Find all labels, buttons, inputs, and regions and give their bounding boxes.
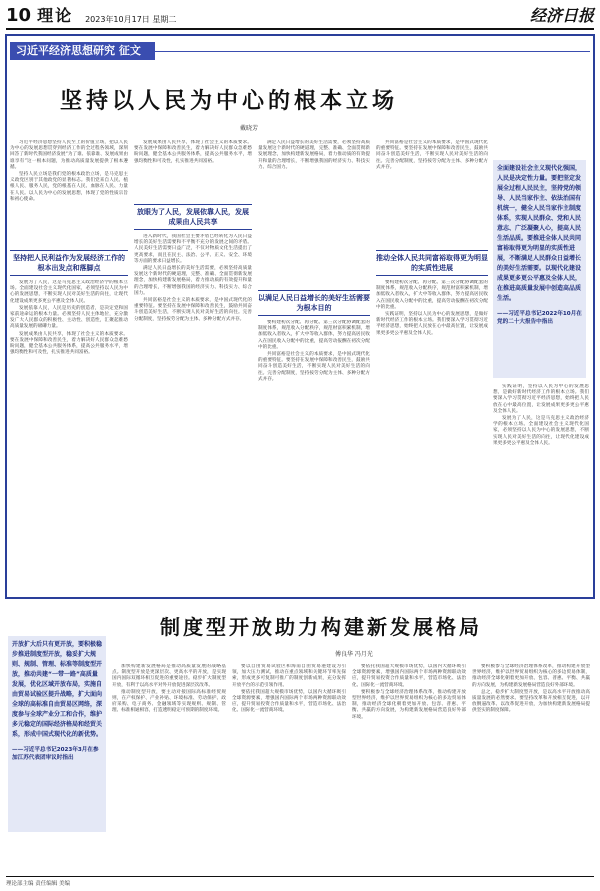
article1-byline: 戴晓芳 <box>240 125 259 132</box>
article1-column-2a <box>134 140 252 202</box>
paragraph: 共同富裕是社会主义的本质要求，是中国式现代化的重要特征。要坚持在发展中保障和改善民生，鼓励共同奋斗创造美好生活，不断实现人民对美好生活的向往。完善分配制度，坚持按劳分配为主体、多种分配方式并存。 <box>134 298 252 322</box>
series-line <box>155 51 590 52</box>
paragraph: 实践证明，坚持以人民为中心的发展思想，是做好新时代经济工作的根本立场。我们要深入学习贯彻习近平经济思想，始终把人民放在心中最高位置，让发展成果更多更公平惠及全体人民。 <box>493 384 589 414</box>
article2-column-2 <box>232 664 346 872</box>
section-name: 理论 <box>37 6 74 25</box>
pull-quote-attribution: ——习近平总书记2022年10月在党的二十大报告中指出 <box>497 311 582 325</box>
page-number: 10 <box>6 5 32 26</box>
article1-column-3b <box>258 320 370 590</box>
article2-pull-quote <box>8 636 106 832</box>
paper-name: 经济日报 <box>529 6 594 25</box>
masthead-rule <box>6 28 594 30</box>
paragraph: 发展为了人民，这是马克思主义政治经济学的根本立场。全面建设社会主义现代化国家，必须坚持以人民为中心的发展思想，不断实现人民对美好生活的向往，让现代化建设成果更多更公平惠及全体人民。 <box>10 280 128 304</box>
article1-subhead-4: 推动全体人民共同富裕取得更为明显的实质性进展 <box>376 250 488 276</box>
paragraph: 共同富裕是社会主义的本质要求，是中国式现代化的重要特征。要坚持在发展中保障和改善民生，鼓励共同奋斗创造美好生活，不断实现人民对美好生活的向往。完善分配制度，坚持按劳分配为主体、多种分配方式并存。 <box>258 352 370 382</box>
pull-quote-text: 全面建设社会主义现代化强国，人民是决定性力量。要把坚定发展全过程人民民主，坚持党的领导、人民当家作主、依法治国有机统一，健全人民当家作主制度体系，实现人民群众、党和人民意志、广泛凝聚人心，提高人民生活品质。要推进全体人民共同富裕取得更为明显的实质性进展，不断满足人民群众日益增长的美好生活需要。以现代化建设成果更多更公平惠及全体人民，在推进高质量发展中创造高品质生活。 <box>497 165 582 302</box>
article1-title: 坚持以人民为中心的根本立场 <box>60 88 399 114</box>
paragraph: 要依托我国超大规模市场优势，以国内大循环吸引全球资源要素，增强国内国际两个市场两种资源联动效应，提升贸易投资合作质量和水平，营造市场化、法治化、国际化一流营商环境。 <box>232 689 346 714</box>
masthead <box>0 0 600 28</box>
paragraph: 要构建初次分配、再分配、第三次分配协调配套的制度体系，规范收入分配秩序，规范财富积累机制，增加低收入者收入，扩大中等收入群体，努力提高居民收入在国民收入分配中的比重，提高劳动报酬在初次分配中的比重。 <box>258 320 370 350</box>
article2-column-1 <box>112 664 226 872</box>
article1-subhead-3: 以满足人民日益增长的美好生活需要为根本目的 <box>258 290 370 316</box>
paragraph: 要依托我国超大规模市场优势，以国内大循环吸引全球资源要素，增强国内国际两个市场两种资源联动效应，提升贸易投资合作质量和水平，营造市场化、法治化、国际化一流营商环境。 <box>352 664 466 688</box>
article1-column-5 <box>493 384 589 590</box>
article1-column-2b <box>134 234 252 590</box>
article1-column-1b <box>10 280 128 590</box>
paragraph: 要以自由贸易试验区和海南自由贸易港建设为引领，加大压力测试，推动在重点领域和关键环节率先探索，形成更多可复制可推广的制度创新成果，充分发挥开放平台的示范引领作用。 <box>232 664 346 688</box>
paragraph: 发展成果由人民共享，体现了社会主义的本质要求。要在发展中保障和改善民生，着力解决好人民群众急难愁盼问题，健全基本公共服务体系，提高公共服务水平，增强均衡性和可及性，扎实推进共同富裕。 <box>10 331 128 356</box>
paragraph: 发展成果由人民共享，体现了社会主义的本质要求。要在发展中保障和改善民生，着力解决好人民群众急难愁盼问题，健全基本公共服务体系，提高公共服务水平，增强均衡性和可及性，扎实推进共同富裕。 <box>134 140 252 164</box>
article1-column-4a <box>376 140 488 248</box>
article1-subhead-1: 坚持把人民利益作为发展经济工作的根本出发点和落脚点 <box>10 250 128 276</box>
paragraph: 推动制度型开放，要主动对接国际高标准经贸规则，在产权保护、产业补贴、环境标准、劳动保护、政府采购、电子商务、金融领域等实现规则、规制、管理、标准相通相容，打造透明稳定可预期的制度环境。 <box>112 689 226 714</box>
paragraph: 进入新时代，我国社会主要矛盾已经转化为人民日益增长的美好生活需要和不平衡不充分的发展之间的矛盾。人民美好生活需要日益广泛，不仅对物质文化生活提出了更高要求，而且在民主、法治、公平、正义、安全、环境等方面的要求日益增长。 <box>134 234 252 264</box>
paragraph: 满足人民日益增长的美好生活需要，必须坚持高质量发展这个新时代的硬道理，完整、准确、全面贯彻新发展理念，加快构建新发展格局，着力推动质的有效提升和量的合理增长，不断增强我国的经济实力、科技实力、综合国力。 <box>258 140 370 170</box>
paragraph: 共同富裕是社会主义的本质要求，是中国式现代化的重要特征。要坚持在发展中保障和改善民生，鼓励共同奋斗创造美好生活，不断实现人民对美好生活的向往。完善分配制度，坚持按劳分配为主体、多种分配方式并存。 <box>376 140 488 170</box>
article1-subhead-2: 放眼为了人民，发展依靠人民，发展成果由人民共享 <box>134 204 252 230</box>
paragraph: 实践证明，坚持以人民为中心的发展思想，是做好新时代经济工作的根本立场。我们要深入学习贯彻习近平经济思想，始终把人民放在心中最高位置，让发展成果更多更公平惠及全体人民。 <box>376 312 488 336</box>
issue-date: 2023年10月17日 星期二 <box>85 15 177 24</box>
article2-byline: 傅良华 冯月光 <box>335 651 373 658</box>
paragraph: 要积极参与全球经济治理体系改革，推动构建开放型世界经济，维护以世界贸易组织为核心的多边贸易体制，推动经济全球化朝着更加开放、包容、普惠、平衡、共赢的方向发展，为构建新发展格局营造良好外部环境。 <box>352 689 466 720</box>
pull-quote-attribution: ——习近平总书记2023年3月在参加江苏代表团审议时指出 <box>12 747 99 761</box>
paragraph: 要积极参与全球经济治理体系改革，推动构建开放型世界经济，维护以世界贸易组织为核心的多边贸易体制，推动经济全球化朝着更加开放、包容、普惠、平衡、共赢的方向发展，为构建新发展格局营造良好外部环境。 <box>472 664 590 688</box>
article1-pull-quote <box>493 160 586 378</box>
paragraph: 习近平经济思想坚持人民至上的价值立场，把以人民为中心的发展思想贯穿到经济工作的全过程各领域，深刻回答了新时代我国经济发展“为了谁、依靠谁、发展成果由谁享有”这一根本问题，为推动高质量发展提供了根本遵循。 <box>10 140 128 170</box>
pull-quote-text: 开放扩大后只有更开放，要积极稳步推进制度型开放，稳妥扩大规则、规制、管理、标准等制度型开放，推动共建“一带一路”高质量发展，优化区域开放布局，实施自由贸易试验区提升战略，扩大面向全球的高标准自由贸易区网络，深度参与全球产业分工和合作，维护多元稳定的国际经济格局和经贸关系，形成中国式现代化的新优势。 <box>12 641 103 738</box>
article2-title: 制度型开放助力构建新发展格局 <box>160 615 482 639</box>
paragraph: 总之，稳步扩大制度型开放，是以高水平开放推动高质量发展的必然要求。要坚持改革和开放相互促进，以开放倒逼改革、以改革促进开放，为加快构建新发展格局提供坚实的制度保障。 <box>472 689 590 714</box>
paragraph: 加快构建新发展格局是推动高质量发展的战略基点。制度型开放是更深层次、更高水平的开放，是实现国内国际双循环相互促进的重要途径。稳步扩大制度型开放，有利于以高水平对外开放促进深层次改革。 <box>112 664 226 688</box>
article2-column-4 <box>472 664 590 872</box>
article1-column-3a <box>258 140 370 288</box>
article2-column-3 <box>352 664 466 872</box>
paragraph: 发展依靠人民，人民是历史的创造者，是决定党和国家前途命运的根本力量。必须坚持人民主体地位，充分激发广大人民群众的积极性、主动性、创造性，汇聚起推动高质量发展的磅礴力量。 <box>10 305 128 330</box>
series-tag: 习近平经济思想研究 征文 <box>10 42 155 60</box>
paragraph: 满足人民日益增长的美好生活需要，必须坚持高质量发展这个新时代的硬道理，完整、准确、全面贯彻新发展理念，加快构建新发展格局，着力推动质的有效提升和量的合理增长，不断增强我国的经济实力、科技实力、综合国力。 <box>134 266 252 296</box>
article1-column-4b <box>376 280 488 590</box>
paragraph: 坚持人民立场是我们党的根本政治立场，是马克思主义政党区别于其他政党的显著标志。我们党来自人民、植根人民、服务人民，党的根基在人民、血脉在人民、力量在人民。以人民为中心的发展思想，体现了党的性质宗旨和初心使命。 <box>10 172 128 202</box>
page-footer: 理论部主编 责任编辑 美编 <box>6 876 594 887</box>
article1-column-1a <box>10 140 128 248</box>
paragraph: 发展为了人民，这是马克思主义政治经济学的根本立场。全面建设社会主义现代化国家，必须坚持以人民为中心的发展思想，不断实现人民对美好生活的向往，让现代化建设成果更多更公平惠及全体人民。 <box>493 416 589 446</box>
paragraph: 要构建初次分配、再分配、第三次分配协调配套的制度体系，规范收入分配秩序，规范财富积累机制，增加低收入者收入，扩大中等收入群体，努力提高居民收入在国民收入分配中的比重，提高劳动报酬在初次分配中的比重。 <box>376 280 488 310</box>
